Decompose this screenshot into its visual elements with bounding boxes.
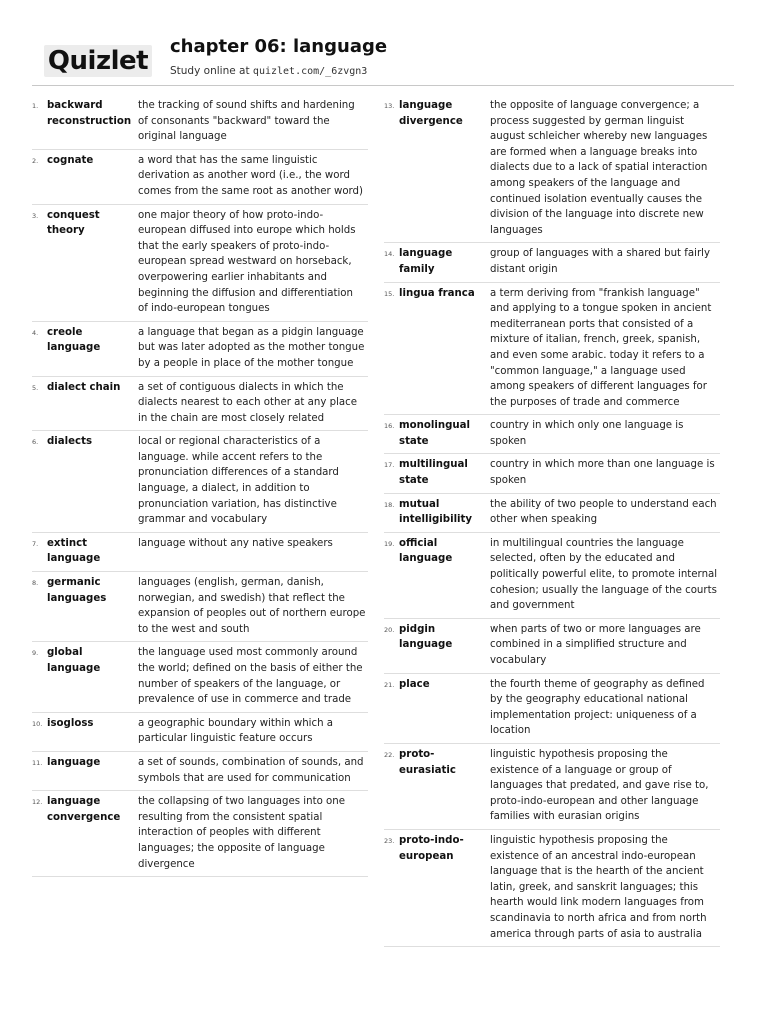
card-definition: a term deriving from "frankish language" and applying to a tongue spoken in ancient mediterranean ports that consisted of a mixture of italian, french, greek, spanish, and even some arabic. today it refers to a "common language," a language used among speakers of different languages for the purposes of trade and commerce [490,287,712,408]
card-number: 5. [32,383,39,392]
flashcard-row [384,533,720,619]
flashcard-row [384,494,720,533]
card-number: 4. [32,328,39,337]
flashcard-row [384,95,720,243]
study-url-link[interactable]: quizlet.com/_6zvgn3 [252,66,368,77]
card-definition: linguistic hypothesis proposing the existence of an ancestral indo-european language that is the hearth of the ancient latin, greek, and sanskrit languages; this hearth would link modern languages from scandinavia to north africa and from north america through parts of asia to australia [490,834,707,940]
card-term: conquest theory [47,209,100,237]
card-term: dialect chain [47,381,121,393]
study-online-line [170,65,367,77]
card-number: 3. [32,211,39,220]
flashcard-row [32,713,368,752]
flashcard-row [384,283,720,416]
flashcard-row [32,95,368,150]
card-term: germanic languages [47,577,107,604]
card-number: 13. [384,102,395,110]
card-term: global language [47,647,101,674]
card-number: 17. [384,461,395,470]
card-definition: a word that has the same linguistic derivation as another word (i.e., the word comes from the same root as another word) [138,154,363,197]
card-number: 16. [384,422,395,431]
card-definition: languages (english, german, danish, norwegian, and swedish) that reflect the expansion of peoples out of northern europe to the west and south [138,577,366,635]
card-definition: local or regional characteristics of a language. while accent refers to the pronunciation differences of a standard language, a dialect, in addition to pronunciation variation, has distinctive grammar and vocabulary [138,436,339,526]
card-number: 15. [384,289,395,298]
card-term: monolingual state [399,420,471,447]
card-definition: a set of contiguous dialects in which the dialects nearest to each other at any place in the chain are most closely related [138,381,358,424]
page-title: chapter 06: language [170,36,388,57]
card-number: 14. [384,250,395,259]
flashcard-row [32,377,368,432]
card-term: proto-indo-european [399,834,464,862]
card-definition: the opposite of language convergence; a process suggested by german linguist august schleicher whereby new languages are formed when a language breaks into dialects due to a lack of spatial interaction among speakers of the language and continued isolation eventually causes the division of the language into discrete new languages [490,100,708,236]
card-term: isogloss [47,717,94,729]
card-definition: when parts of two or more languages are combined in a simplified structure and vocabulary [490,623,701,666]
card-number: 23. [384,836,395,845]
card-term: proto-eurasiatic [399,748,456,776]
card-number: 12. [32,798,43,807]
card-term: dialects [47,436,93,448]
card-number: 10. [32,719,43,728]
flashcard-row [32,752,368,791]
flashcard-row [32,533,368,572]
card-term: backward reconstruction [47,100,132,127]
header-divider [32,85,734,86]
flashcard-row [384,415,720,454]
card-term: official language [399,537,453,565]
card-number: 9. [32,649,39,658]
card-definition: country in which only one language is spoken [490,420,684,447]
card-number: 20. [384,625,395,634]
card-definition: linguistic hypothesis proposing the existence of a language or group of languages that predated, and gave rise to, proto-indo-european and other language families with eurasian origins [490,748,709,823]
flashcard-row [32,642,368,712]
flashcard-row [384,744,720,830]
card-term: language divergence [399,100,463,127]
flashcard-row [384,454,720,493]
card-definition: a language that began as a pidgin language but was later adopted as the mother tongue by a people in place of the mother tongue [138,326,365,369]
card-term: pidgin language [399,623,453,651]
flashcard-column-right [384,95,720,947]
card-number: 2. [32,156,39,165]
flashcard-row [32,791,368,877]
flashcard-row [32,205,368,322]
card-number: 1. [32,102,39,110]
quizlet-logo: Quizlet [44,45,152,77]
card-term: cognate [47,154,94,166]
card-definition: a geographic boundary within which a particular linguistic feature occurs [138,717,334,745]
card-number: 6. [32,438,39,447]
flashcard-row [32,572,368,642]
card-term: creole language [47,326,101,354]
flashcard-row [384,243,720,282]
flashcard-row [384,619,720,674]
card-definition: the collapsing of two languages into one resulting from the consistent spatial interaction of peoples with different languages; the opposite of language divergence [138,796,346,870]
card-number: 8. [32,579,39,588]
flashcard-row [32,150,368,205]
flashcard-row [384,830,720,947]
card-definition: the tracking of sound shifts and hardening of consonants "backward" toward the original language [138,100,355,143]
card-number: 21. [384,680,395,689]
card-number: 22. [384,750,395,759]
card-term: language convergence [47,796,121,823]
card-term: place [399,678,430,690]
card-definition: one major theory of how proto-indo-european diffused into europe which holds that the early speakers of proto-indo-european spread westward on horseback, overpowering earlier inhabitants and beginning the diffusion and differentiation of indo-european tongues [138,209,356,315]
card-definition: the ability of two people to understand each other when speaking [490,498,717,526]
card-term: mutual intelligibility [399,498,473,526]
card-number: 18. [384,500,395,509]
card-definition: a set of sounds, combination of sounds, and symbols that are used for communication [138,756,364,784]
card-number: 19. [384,539,395,548]
flashcard-column-left [32,95,368,877]
card-term: lingua franca [399,287,475,299]
card-definition: group of languages with a shared but fairly distant origin [490,248,711,275]
card-definition: in multilingual countries the language selected, often by the educated and politically powerful elite, to promote internal cohesion; usually the language of the courts and government [490,537,718,612]
card-term: extinct language [47,537,101,565]
card-definition: country in which more than one language is spoken [490,459,715,487]
subtitle-prefix: Study online at [170,65,253,77]
card-term: language family [399,248,453,275]
card-definition: language without any native speakers [138,537,333,549]
flashcard-row [32,322,368,377]
flashcard-row [32,431,368,533]
flashcard-row [384,674,720,744]
card-number: 11. [32,758,43,767]
card-definition: the language used most commonly around the world; defined on the basis of either the number of speakers of the language, or prevalence of use in commerce and trade [138,647,363,706]
card-definition: the fourth theme of geography as defined by the geography educational national implementation project: uniqueness of a location [490,678,705,737]
card-term: multilingual state [399,459,468,487]
card-term: language [47,756,101,768]
card-number: 7. [32,539,39,548]
